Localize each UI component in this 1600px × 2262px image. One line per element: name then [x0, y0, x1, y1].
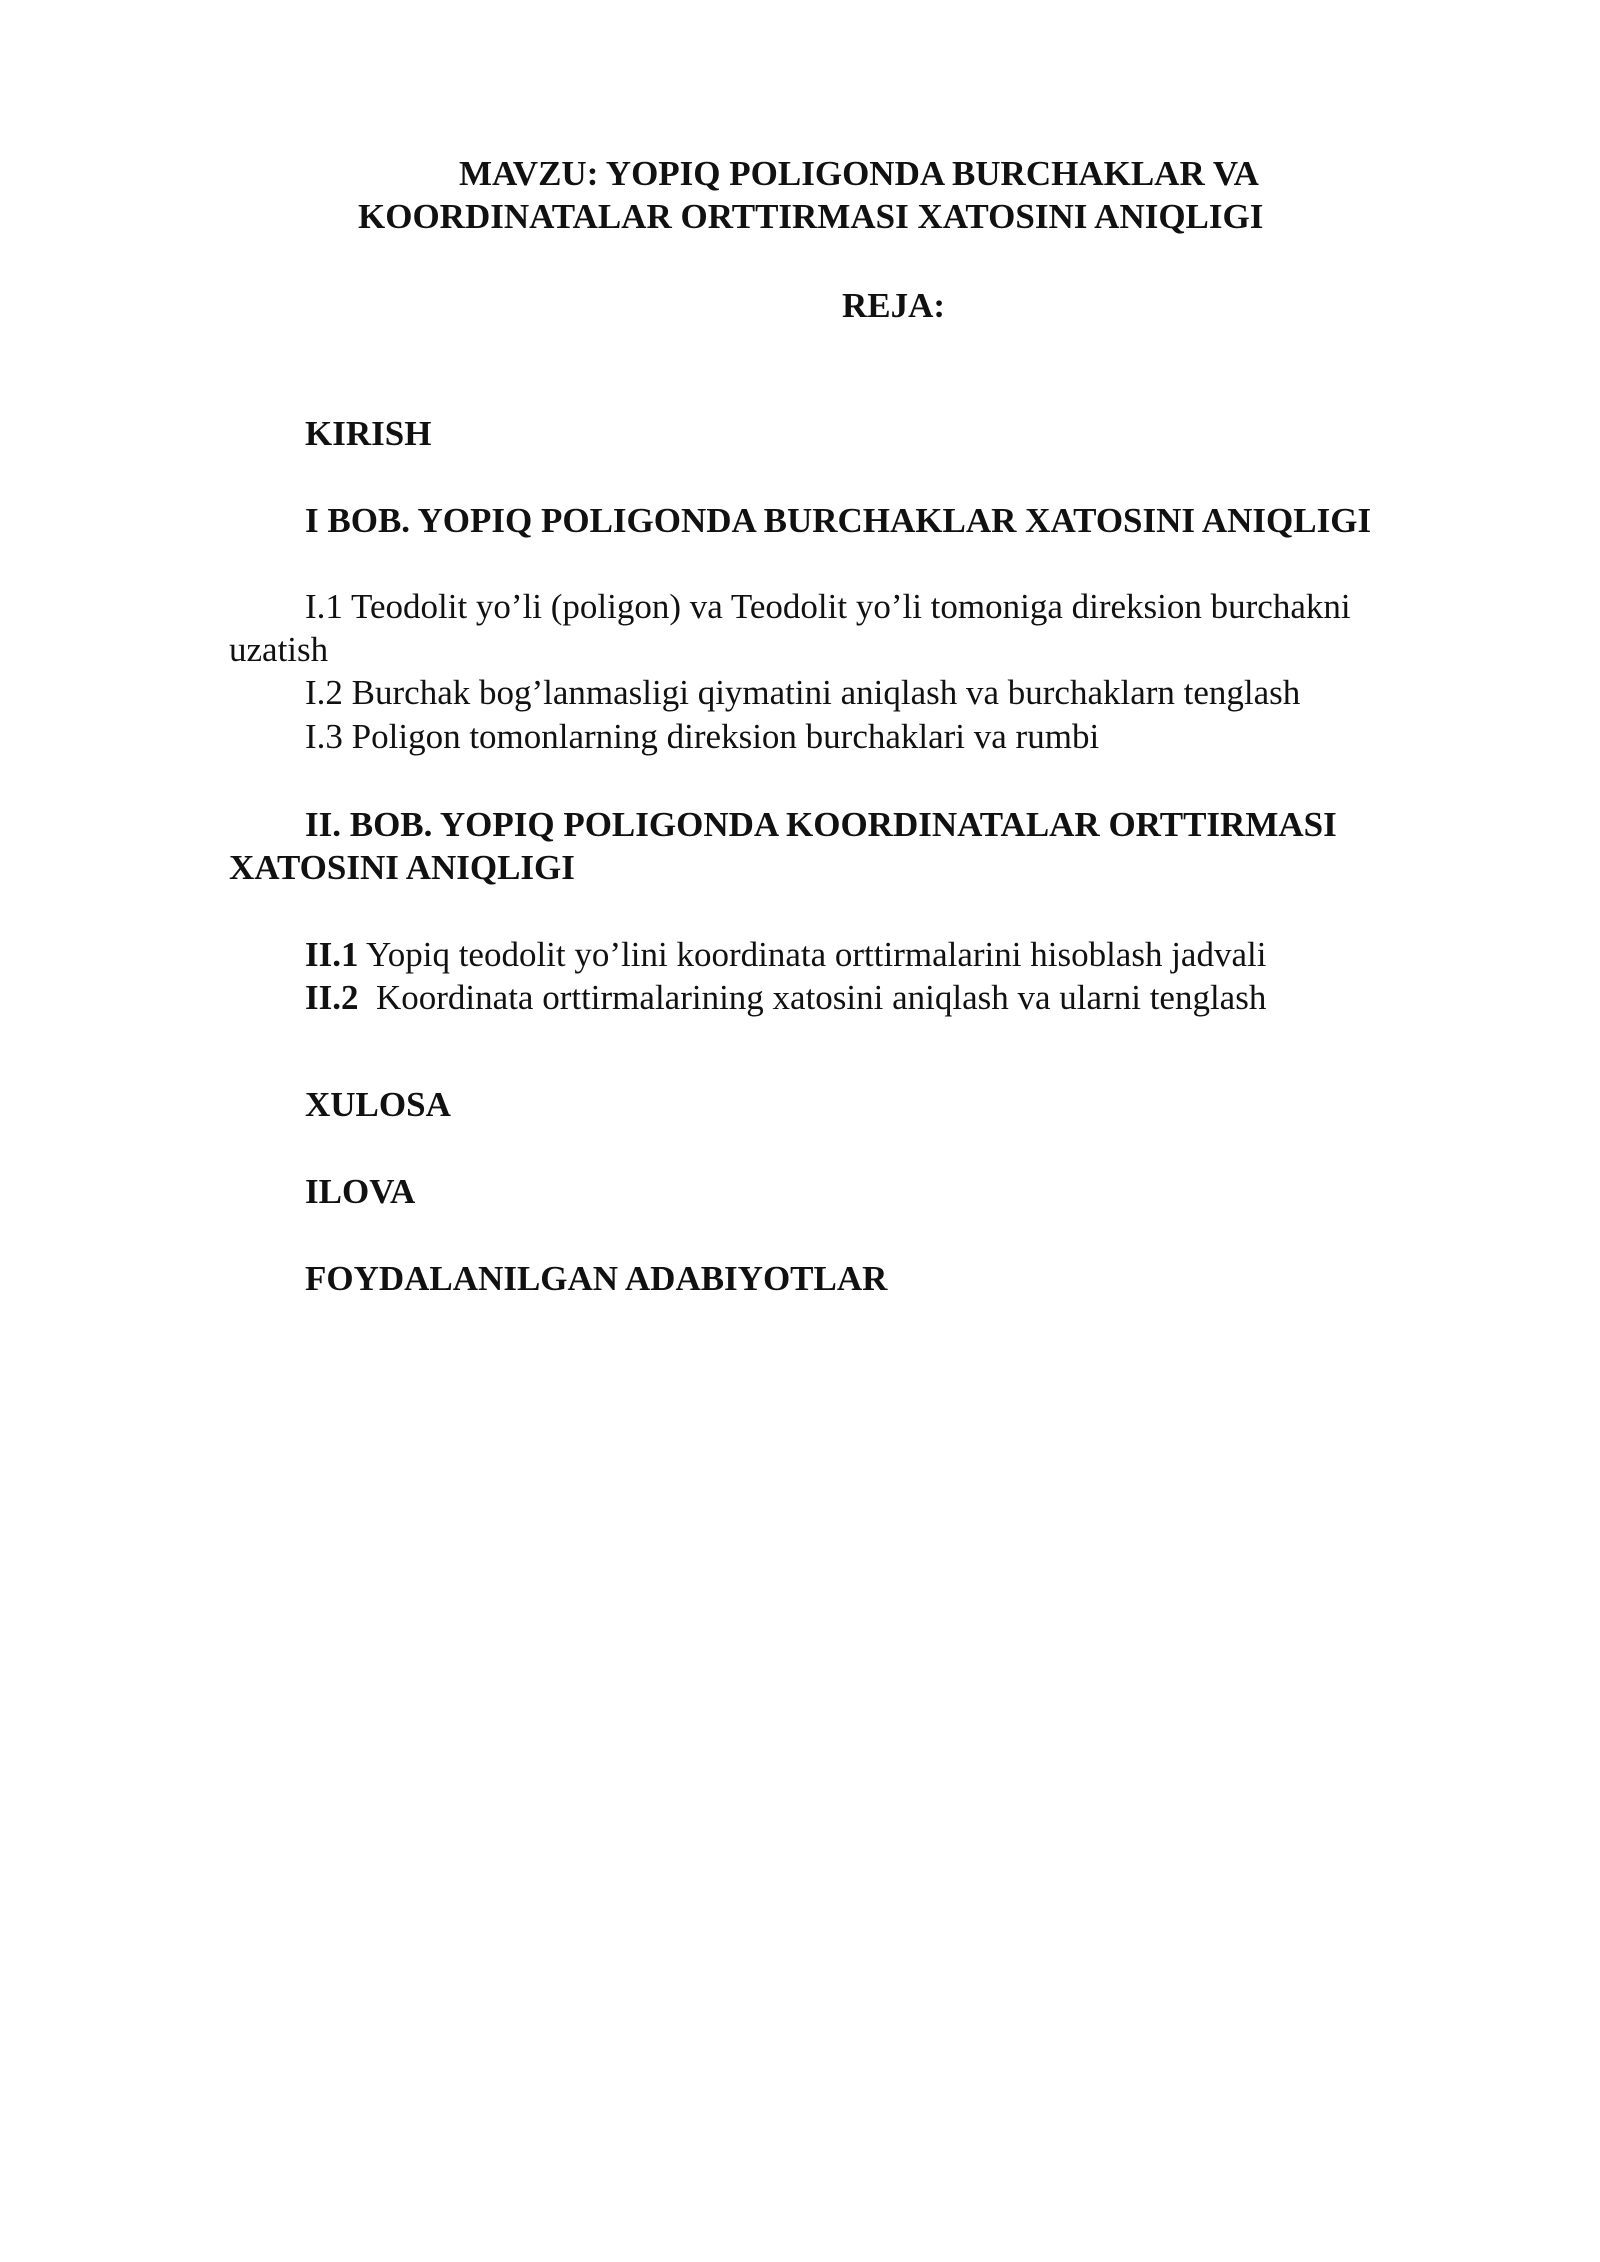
chapter-2-item-2-text: Koordinata orttirmalarining xatosini aniqlash va ularni tenglash [358, 978, 1267, 1017]
chapter-1-item-2: I.2 Burchak bog’lanmasligi qiymatini aniqlash va burchaklarn tenglash [305, 673, 1301, 712]
chapter-2-item-2 [305, 977, 1266, 1019]
chapter-1-item-1-line-2: uzatish [229, 630, 329, 669]
section-conclusion: XULOSA [305, 1085, 451, 1124]
chapter-1-item-3: I.3 Poligon tomonlarning direksion burchaklari va rumbi [305, 717, 1100, 756]
chapter-1-heading: I BOB. YOPIQ POLIGONDA BURCHAKLAR XATOSINI ANIQLIGI [305, 501, 1372, 540]
document-title-line-1: MAVZU: YOPIQ POLIGONDA BURCHAKLAR VA [459, 154, 1259, 193]
chapter-2-item-1 [305, 934, 1266, 976]
chapter-2-item-1-number: II.1 [305, 935, 359, 974]
chapter-2-item-2-number: II.2 [305, 978, 359, 1017]
plan-heading: REJA: [842, 286, 946, 325]
chapter-1-item-1-line-1: I.1 Teodolit yo’li (poligon) va Teodolit yo’li tomoniga direksion burchakni [305, 587, 1351, 626]
chapter-2-heading-line-2: XATOSINI ANIQLIGI [229, 848, 575, 887]
section-references: FOYDALANILGAN ADABIYOTLAR [305, 1259, 888, 1298]
document-title-line-2: KOORDINATALAR ORTTIRMASI XATOSINI ANIQLIGI [358, 197, 1264, 236]
section-introduction: KIRISH [305, 414, 432, 453]
chapter-2-heading-line-1: II. BOB. YOPIQ POLIGONDA KOORDINATALAR ORTTIRMASI [305, 805, 1337, 844]
chapter-2-item-1-text: Yopiq teodolit yo’lini koordinata orttirmalarini hisoblash jadvali [358, 935, 1267, 974]
section-appendix: ILOVA [305, 1172, 416, 1211]
